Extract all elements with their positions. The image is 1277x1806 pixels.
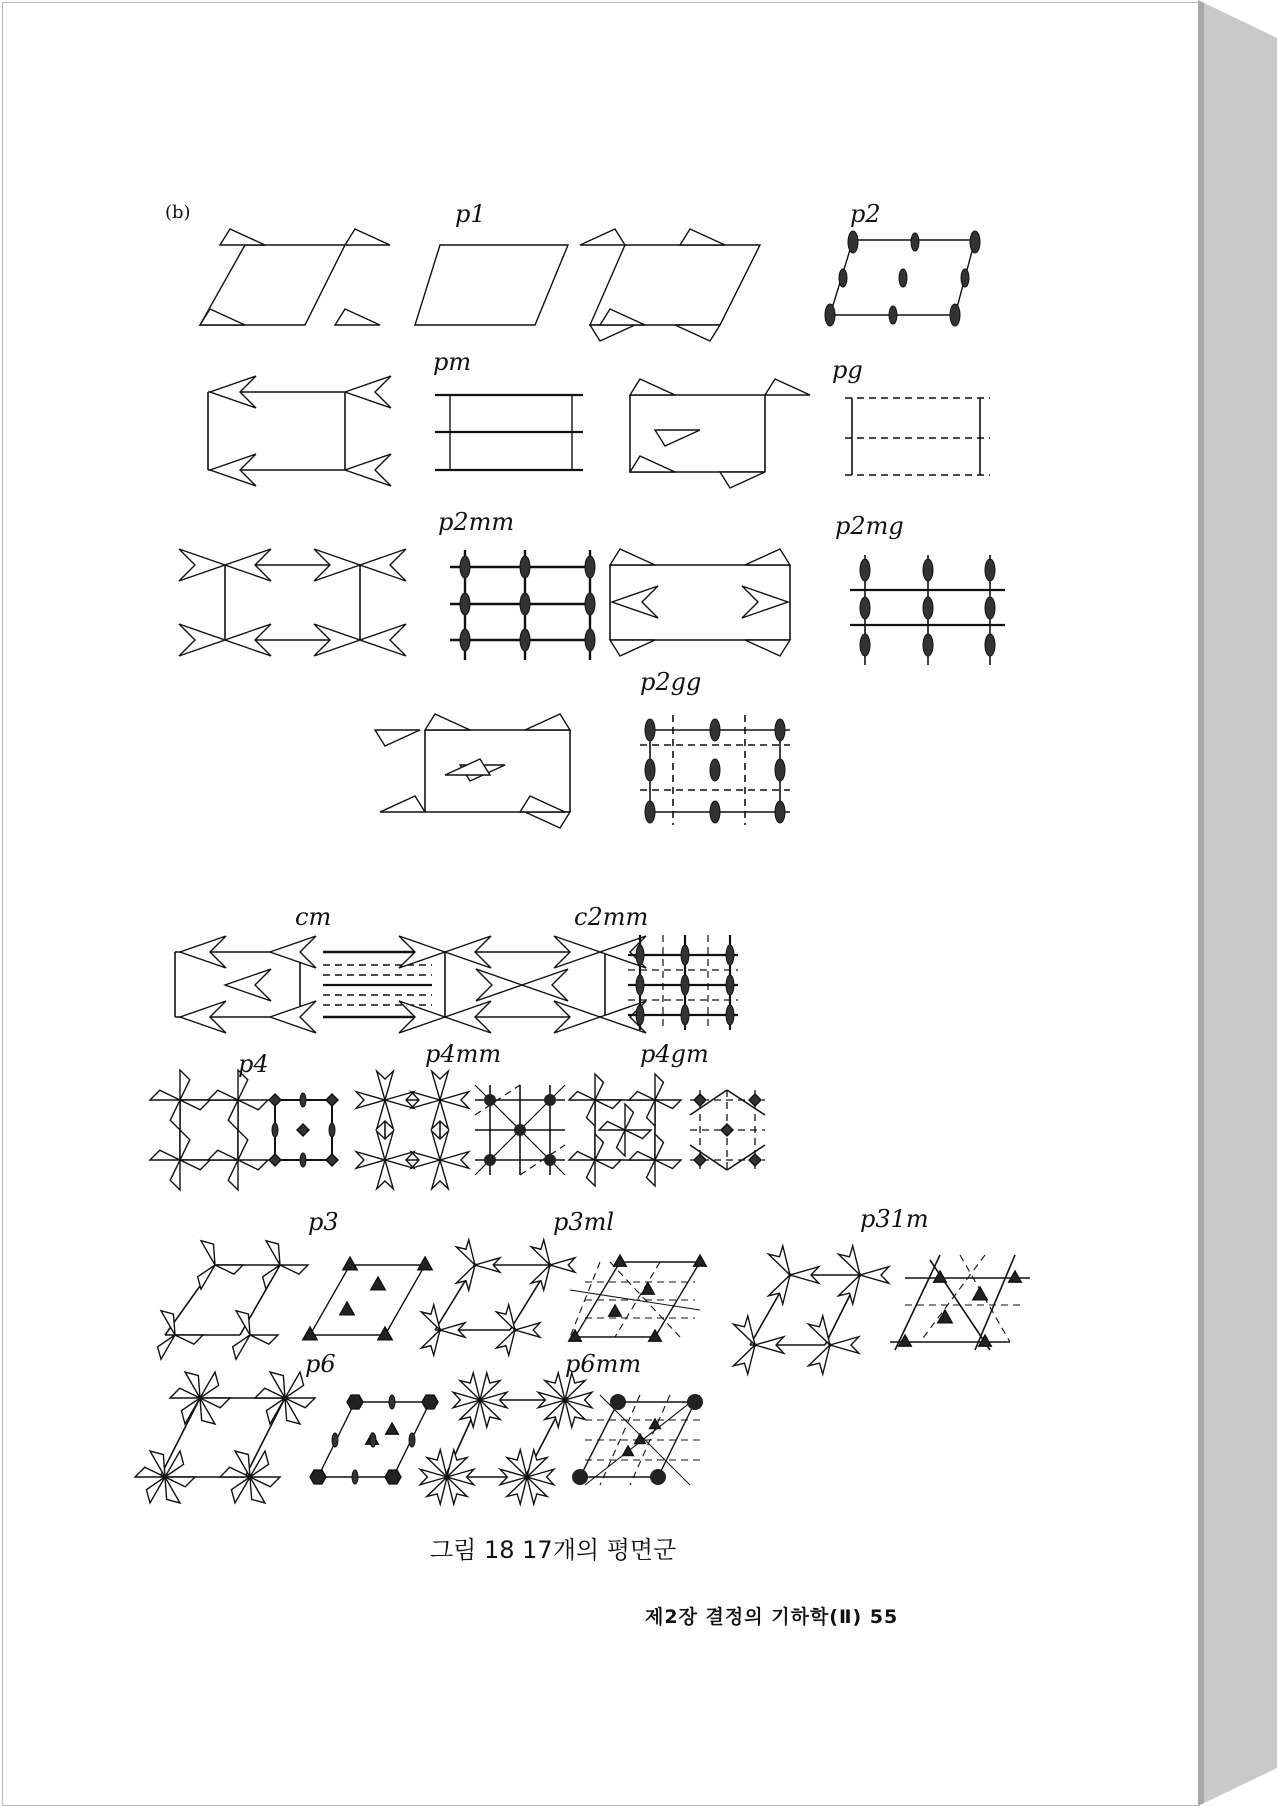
diagram-p4gm-lattice bbox=[690, 1090, 765, 1170]
diagram-p2mm-motif bbox=[179, 549, 406, 656]
figure-part-label: (b) bbox=[165, 202, 191, 223]
running-head: 제2장 결정의 기하학(Ⅱ) 55 bbox=[645, 1606, 899, 1628]
label-p2mg: p2mg bbox=[835, 512, 904, 540]
diagram-cm-motif bbox=[175, 936, 316, 1033]
diagram-c2mm-lattice bbox=[628, 935, 738, 1030]
diagram-p3ml-motif bbox=[421, 1240, 575, 1355]
label-p3ml: p3ml bbox=[553, 1208, 615, 1236]
diagram-p2gg-lattice bbox=[640, 715, 790, 825]
diagram-pg-lattice bbox=[845, 398, 990, 475]
diagram-pm-motif bbox=[208, 376, 391, 486]
diagram-p4-lattice bbox=[269, 1093, 338, 1167]
label-p4mm: p4mm bbox=[425, 1040, 502, 1068]
diagram-p3-lattice bbox=[303, 1257, 432, 1340]
diagram-p6mm-motif bbox=[420, 1373, 592, 1504]
diagram-pm-lattice bbox=[435, 395, 583, 470]
label-p6: p6 bbox=[305, 1350, 336, 1378]
diagram-p3ml-lattice bbox=[569, 1255, 707, 1341]
label-cm: cm bbox=[295, 903, 332, 931]
label-p4gm: p4gm bbox=[640, 1040, 709, 1068]
label-pm: pm bbox=[433, 348, 472, 376]
diagram-p31m-motif bbox=[733, 1246, 888, 1374]
label-p2mm: p2mm bbox=[438, 508, 515, 536]
label-p6mm: p6mm bbox=[565, 1350, 642, 1378]
label-p31m: p31m bbox=[860, 1205, 929, 1233]
diagram-p31m-lattice bbox=[890, 1255, 1030, 1350]
diagram-p1-lattice bbox=[415, 245, 568, 325]
diagram-p4-motif bbox=[150, 1070, 268, 1190]
diagram-c2mm-motif bbox=[399, 936, 646, 1033]
diagram-p1-motif bbox=[200, 229, 390, 325]
label-c2mm: c2mm bbox=[574, 903, 649, 931]
diagram-p4mm-motif bbox=[356, 1071, 469, 1189]
figure-caption: 그림 18 17개의 평면군 bbox=[430, 1536, 677, 1564]
diagram-pg-motif bbox=[630, 379, 810, 488]
diagram-p3-motif bbox=[158, 1241, 308, 1359]
label-p1: p1 bbox=[455, 200, 486, 228]
diagram-p2-motif bbox=[580, 229, 760, 341]
label-p2gg: p2gg bbox=[640, 668, 702, 696]
label-p4: p4 bbox=[238, 1050, 269, 1078]
diagram-p4mm-lattice bbox=[475, 1085, 565, 1175]
diagram-p6-motif bbox=[135, 1372, 315, 1503]
label-pg: pg bbox=[832, 356, 863, 384]
label-p2: p2 bbox=[850, 200, 881, 228]
diagram-p2mg-motif bbox=[610, 549, 790, 656]
diagram-p6-lattice bbox=[310, 1395, 438, 1484]
diagram-p2gg-motif bbox=[375, 714, 570, 828]
diagram-p2-lattice bbox=[825, 231, 980, 326]
diagram-p4gm-motif bbox=[569, 1074, 681, 1186]
label-p3: p3 bbox=[308, 1208, 339, 1236]
diagram-p2mg-lattice bbox=[850, 555, 1005, 665]
diagram-p2mm-lattice bbox=[450, 550, 595, 660]
